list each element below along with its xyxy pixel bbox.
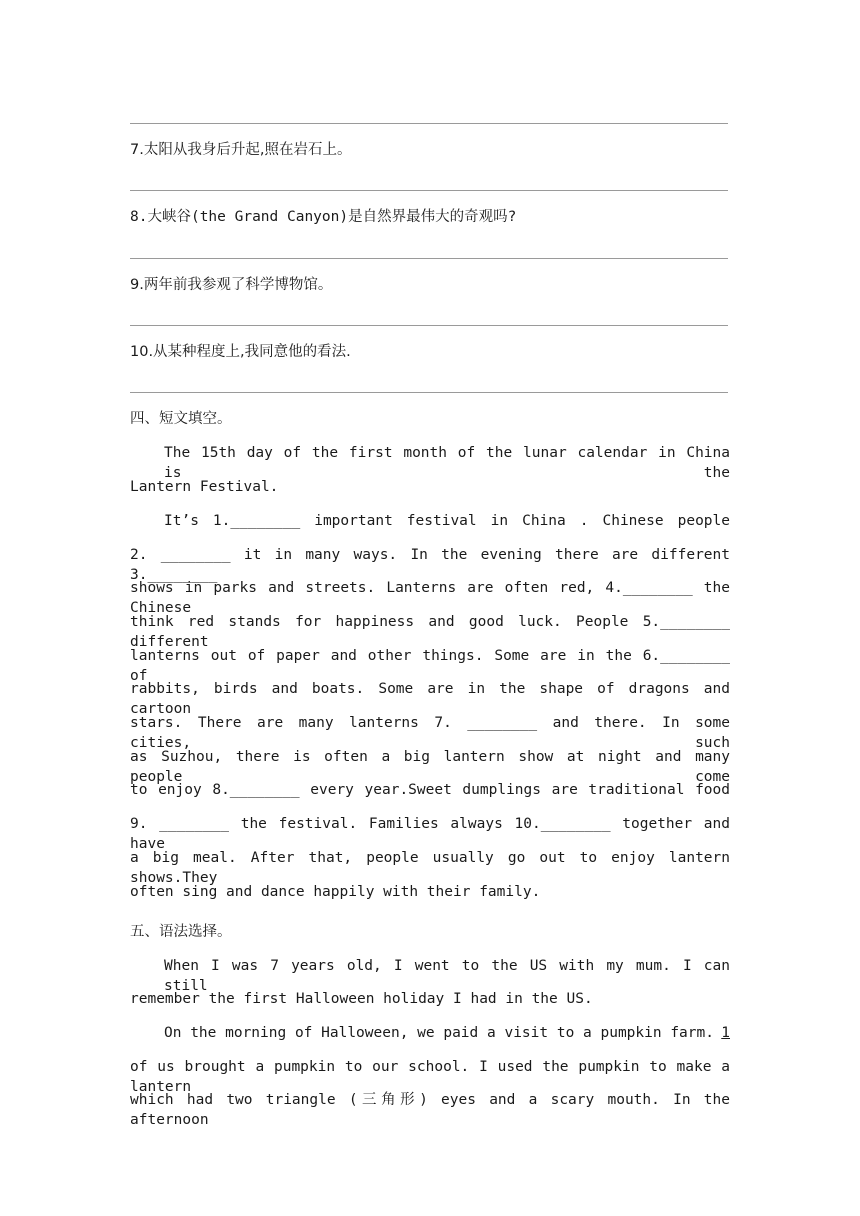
answer-line xyxy=(130,123,728,124)
passage-line: 9. ________ the festival. Families always 10.________ together and have xyxy=(130,816,730,852)
passage-line: a big meal. After that, people usually go out to enjoy lantern shows.They xyxy=(130,850,730,886)
blank-number-1: 1 xyxy=(721,1025,730,1041)
passage-line: shows in parks and streets. Lanterns are often red, 4.________ the Chinese xyxy=(130,580,730,616)
section-4-heading: 四、短文填空。 xyxy=(130,411,232,427)
question-10: 10.从某种程度上,我同意他的看法. xyxy=(130,344,351,360)
passage-line: of us brought a pumpkin to our school. I used the pumpkin to make a lantern xyxy=(130,1059,730,1095)
passage-line: think red stands for happiness and good luck. People 5.________ different xyxy=(130,614,730,650)
passage-line: to enjoy 8.________ every year.Sweet dumplings are traditional food xyxy=(130,782,730,798)
answer-line xyxy=(130,392,728,393)
passage-line: The 15th day of the first month of the lunar calendar in China is the xyxy=(164,445,730,481)
passage-line: It’s 1.________ important festival in China . Chinese people xyxy=(164,513,730,529)
question-7: 7.太阳从我身后升起,照在岩石上。 xyxy=(130,142,352,158)
passage-line: Lantern Festival. xyxy=(130,479,279,495)
passage-line: On the morning of Halloween, we paid a visit to a pumpkin farm. xyxy=(164,1025,714,1041)
passage-line: as Suzhou, there is often a big lantern show at night and many people come xyxy=(130,749,730,785)
answer-line xyxy=(130,190,728,191)
passage-line: often sing and dance happily with their family. xyxy=(130,884,541,900)
question-9: 9.两年前我参观了科学博物馆。 xyxy=(130,277,333,293)
answer-line xyxy=(130,258,728,259)
passage-line: rabbits, birds and boats. Some are in the shape of dragons and cartoon xyxy=(130,681,730,717)
passage-line: When I was 7 years old, I went to the US with my mum. I can still xyxy=(164,958,730,994)
question-8: 8.大峡谷(the Grand Canyon)是自然界最伟大的奇观吗? xyxy=(130,209,517,225)
passage-line: 2. ________ it in many ways. In the evening there are different 3.________ xyxy=(130,547,730,583)
passage-line: stars. There are many lanterns 7. ________ and there. In some cities, such xyxy=(130,715,730,751)
passage-line: lanterns out of paper and other things. Some are in the 6.________ of xyxy=(130,648,730,684)
passage-line: remember the first Halloween holiday I had in the US. xyxy=(130,991,593,1007)
answer-line xyxy=(130,325,728,326)
passage-line: which had two triangle (三角形) eyes and a scary mouth. In the afternoon xyxy=(130,1092,730,1128)
section-5-heading: 五、语法选择。 xyxy=(130,924,232,940)
